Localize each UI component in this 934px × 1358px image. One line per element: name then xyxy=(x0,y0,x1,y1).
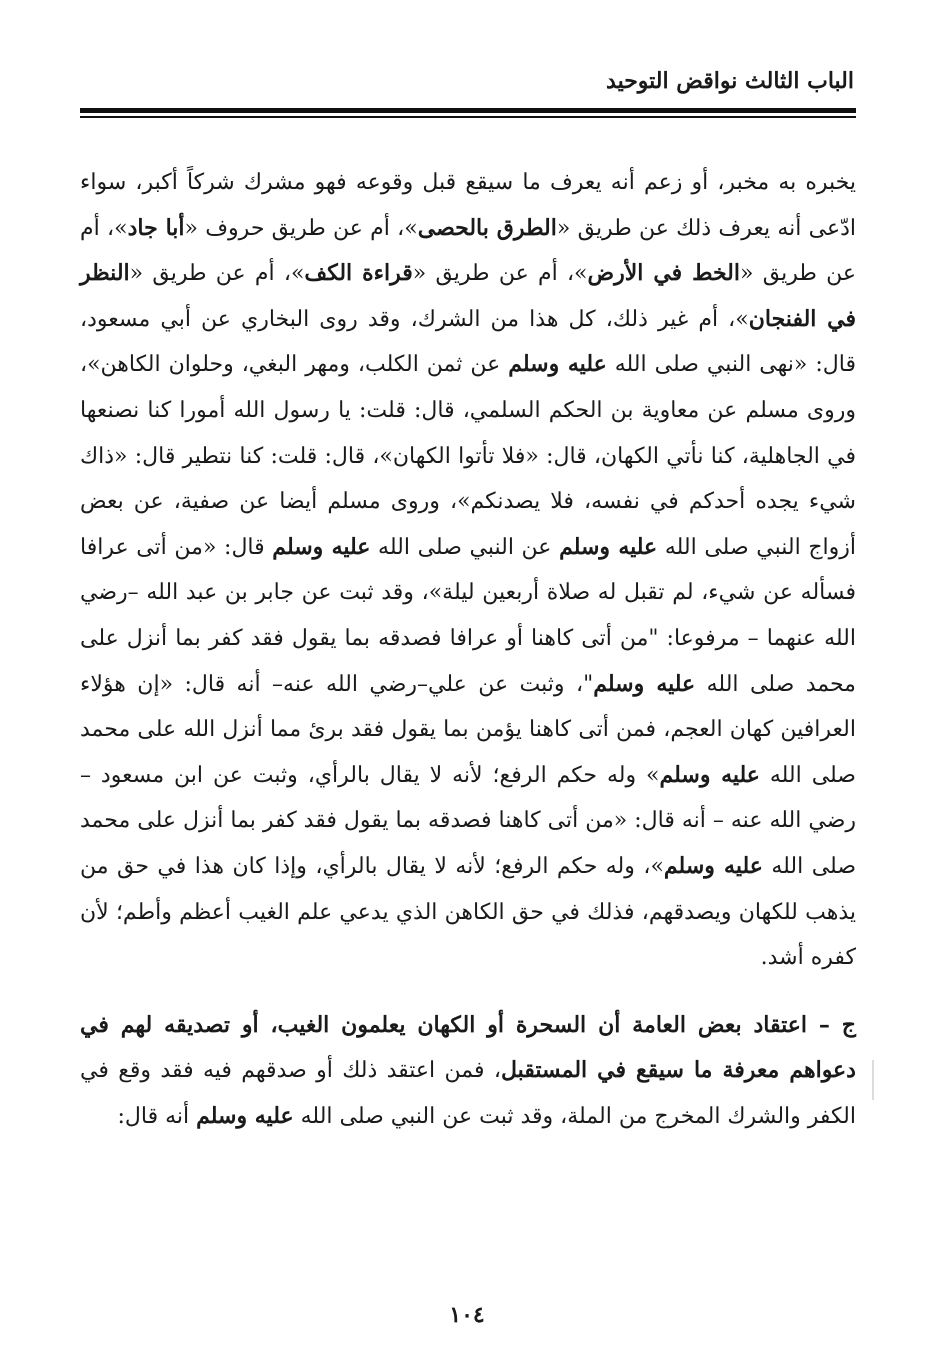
bold-honorific: عليه وسلم xyxy=(272,533,371,560)
bold-term: أبا جاد xyxy=(127,214,185,241)
header-rule-thin xyxy=(80,116,856,118)
text-run: »، أم عن طريق « xyxy=(129,261,305,287)
paragraph-1 xyxy=(80,160,856,981)
text-run: » وله حكم الرفع؛ لأنه لا يقال بالرأي، وثبت عن ابن مسعود – رضي الله عنه – أنه قال: «من أتى كاهنا فصدقه بما يقول فقد كفر بما أنزل على محمد صلى الله xyxy=(80,762,856,879)
bold-term: قراءة الكف xyxy=(304,260,413,287)
text-run: أنه قال: xyxy=(117,1103,197,1129)
text-run: يخبره به مخبر، أو زعم أنه يعرف ما سيقع قبل وقوعه فهو مشرك شركاً أكبر، سواء ادّعى أنه يعرف ذلك عن طريق « xyxy=(80,170,856,241)
bold-term: النظر في الفنجان xyxy=(80,260,857,332)
text-run: عن ثمن الكلب، ومهر البغي، وحلوان الكاهن»، وروى مسلم عن معاوية بن الحكم السلمي، قال: قلت: يا رسول الله أمورا كنا نصنعها في الجاهلية، كنا نأتي الكهان، قال: «فلا تأتوا الكهان»، قال: قلت: كنا نتطير قال: «ذاك شيء يجده أحدكم في نفسه، فلا يصدنكم»، وروى مسلم أيضا عن صفية، عن بعض أزواج النبي صلى الله xyxy=(80,352,856,560)
text-run: "، وثبت عن علي–رضي الله عنه– أنه قال: «إن هؤلاء العرافين كهان العجم، فمن أتى كاهنا يؤمن بما يقول فقد برئ مما أنزل الله على محمد صلى الله xyxy=(80,671,856,788)
bold-honorific: عليه وسلم xyxy=(659,761,760,788)
body-text xyxy=(80,160,856,1139)
bold-term: الطرق بالحصى xyxy=(417,214,557,241)
text-run: ، فمن اعتقد ذلك أو صدقهم فيه فقد وقع في الكفر والشرك المخرج من الملة، وقد ثبت عن النبي صلى الله xyxy=(80,1058,856,1129)
bold-term: الخط في الأرض xyxy=(587,260,740,287)
text-run: عن النبي صلى الله xyxy=(370,534,560,560)
bold-honorific: عليه وسلم xyxy=(663,852,763,879)
bold-honorific: عليه وسلم xyxy=(196,1102,294,1129)
text-run: »، أم غير ذلك، كل هذا من الشرك، وقد روى البخاري عن أبي مسعود، قال: «نهى النبي صلى الله xyxy=(80,306,856,378)
page-number: ١٠٤ xyxy=(449,1302,485,1328)
header-rule-thick xyxy=(80,108,856,113)
text-run: »، أم عن طريق « xyxy=(80,215,856,287)
text-run: »، وله حكم الرفع؛ لأنه لا يقال بالرأي، وإذا كان هذا في حق من يذهب للكهان ويصدقهم، فذلك في حق الكاهن الذي يدعي علم الغيب أعظم وأطم؛ لأن كفره أشد. xyxy=(80,853,856,971)
bold-heading-run: ج – اعتقاد بعض العامة أن السحرة أو الكهان يعلمون الغيب، أو تصديقه لهم في دعواهم معرفة ما سيقع في المستقبل xyxy=(80,1011,856,1084)
bold-honorific: عليه وسلم xyxy=(559,533,658,560)
paragraph-2 xyxy=(80,1003,856,1140)
running-header: الباب الثالث نواقض التوحيد xyxy=(606,68,854,94)
text-run: قال: «من أتى عرافا فسأله عن شيء، لم تقبل له صلاة أربعين ليلة»، وقد ثبت عن جابر بن عبد الله –رضي الله عنهما – مرفوعا: "من أتى كاهنا أو عرافا فصدقه بما يقول فقد كفر بما أنزل على محمد صلى الله xyxy=(80,534,856,697)
text-run: »، أم عن طريق « xyxy=(412,261,588,287)
bold-honorific: عليه وسلم xyxy=(508,351,607,378)
margin-mark xyxy=(872,1060,874,1100)
text-run: »، أم عن طريق حروف « xyxy=(184,215,418,241)
bold-honorific: عليه وسلم xyxy=(593,670,696,697)
